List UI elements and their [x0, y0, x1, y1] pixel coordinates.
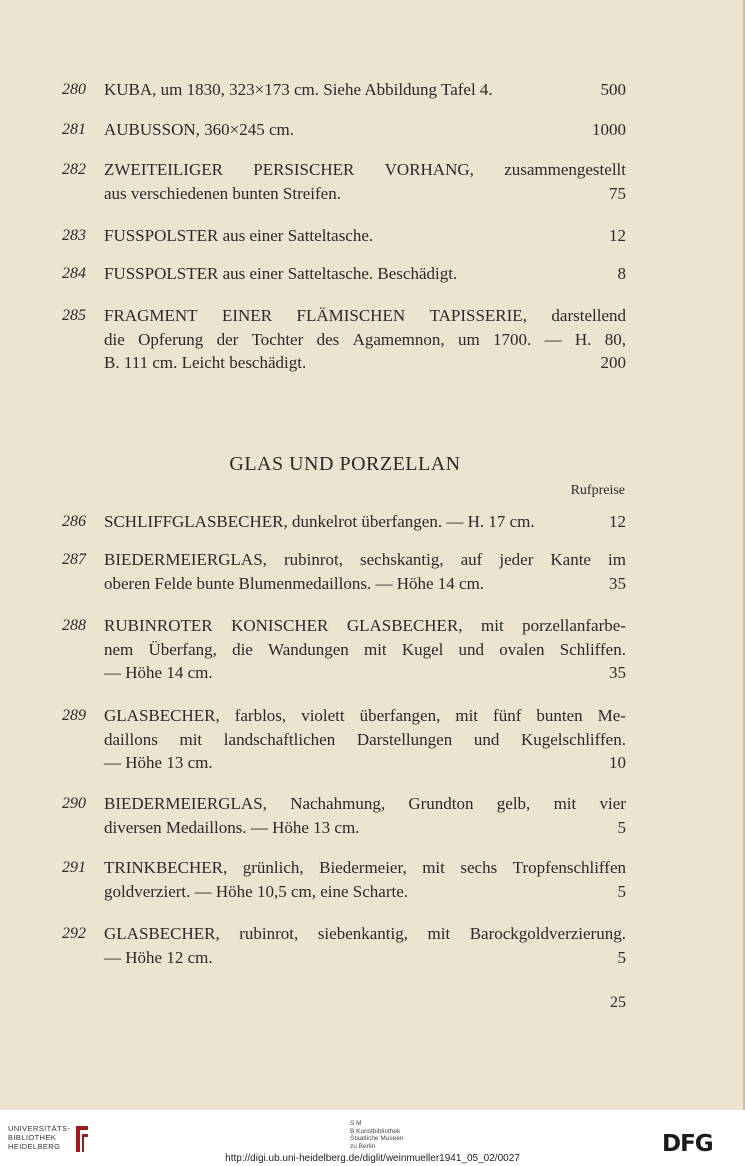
word: mit	[179, 729, 203, 749]
reserve-price: 8	[617, 264, 626, 283]
word: FRAGMENT	[104, 306, 198, 325]
word: Tropfenschliffen	[512, 858, 626, 877]
word: Grundton	[408, 794, 474, 813]
word: grünlich,	[242, 858, 304, 877]
reserve-price: 75	[609, 183, 626, 203]
word: die	[232, 639, 253, 659]
description-text	[104, 922, 626, 946]
word: TAPISSERIE,	[429, 306, 527, 325]
reserve-price: 5	[617, 881, 626, 901]
word: Opferung	[138, 329, 204, 349]
word: rubinrot,	[239, 924, 299, 943]
reserve-price: 200	[600, 353, 626, 372]
word: FLÄMISCHEN	[296, 306, 406, 325]
entry-description	[104, 704, 626, 775]
word: die	[104, 329, 125, 349]
library-name	[8, 1124, 70, 1151]
word: Barockgoldverzierung.	[469, 924, 626, 943]
word: fünf	[493, 706, 522, 725]
description-text: goldverziert. — Höhe 10,5 cm, eine Scharte.	[104, 881, 409, 901]
description-text	[104, 304, 626, 328]
reserve-price: 12	[609, 512, 626, 531]
word: KONISCHER	[231, 616, 329, 635]
description-text	[104, 638, 626, 662]
catalog-entry	[62, 510, 626, 534]
word: vier	[599, 794, 626, 813]
description-line	[104, 661, 626, 685]
word: zusammengestellt	[504, 160, 626, 179]
lot-number: 289	[62, 707, 86, 724]
reserve-price: 12	[609, 226, 626, 245]
description-text: B. 111 cm. Leicht beschädigt.	[104, 353, 307, 372]
description-text	[104, 792, 626, 816]
description-text	[104, 856, 626, 880]
word: bunten	[536, 706, 583, 725]
description-text	[104, 728, 626, 752]
reserve-price: 1000	[592, 120, 626, 139]
description-text: aus verschiedenen bunten Streifen.	[104, 183, 341, 203]
description-text: diversen Medaillons. — Höhe 13 cm.	[104, 817, 360, 837]
word: mit	[363, 639, 387, 659]
description-line	[104, 728, 626, 752]
word: TRINKBECHER,	[104, 858, 228, 877]
word: Biedermeier,	[319, 858, 407, 877]
reserve-price: 500	[600, 80, 626, 99]
description-line	[104, 304, 626, 328]
catalog-entry	[62, 158, 626, 205]
word: RUBINROTER	[104, 616, 213, 635]
description-line	[104, 880, 626, 904]
word: Überfang,	[148, 639, 217, 659]
description-line	[104, 792, 626, 816]
word: des	[316, 329, 340, 349]
svg-text:DFG: DFG	[662, 1131, 713, 1154]
lot-number: 281	[62, 121, 86, 138]
entry-description	[104, 510, 626, 534]
word: GLASBECHER,	[104, 706, 220, 725]
word: auf	[460, 550, 483, 569]
section-title: GLAS UND PORZELLAN	[229, 453, 461, 475]
catalog-entry	[62, 704, 626, 775]
description-text	[104, 158, 626, 182]
word: Tochter	[251, 329, 304, 349]
lot-number: 291	[62, 859, 86, 876]
description-text: — Höhe 12 cm.	[104, 947, 213, 967]
word: Agamemnon,	[352, 329, 445, 349]
word: BIEDERMEIERGLAS,	[104, 794, 267, 813]
description-text	[104, 704, 626, 728]
lot-number: 285	[62, 307, 86, 324]
description-text	[104, 614, 626, 638]
word: violett	[301, 706, 345, 725]
word: der	[216, 329, 239, 349]
word: farblos,	[234, 706, 287, 725]
description-line	[104, 614, 626, 638]
description-line	[104, 78, 626, 102]
word: sechskantig,	[360, 550, 444, 569]
description-line	[104, 158, 626, 182]
word: PERSISCHER	[253, 160, 355, 179]
library-logo-icon	[74, 1124, 90, 1154]
lot-number: 286	[62, 513, 86, 530]
word: Kante	[550, 550, 591, 569]
description-line	[104, 328, 626, 352]
word: mit	[481, 616, 504, 635]
entry-description	[104, 78, 626, 102]
catalog-entry	[62, 922, 626, 969]
word: landschaftlichen	[223, 729, 336, 749]
reserve-price: 10	[609, 753, 626, 772]
library-branding	[8, 1124, 90, 1154]
word: porzellanfarbe-	[522, 616, 626, 635]
lot-number: 292	[62, 925, 86, 942]
description-line	[104, 638, 626, 662]
description-text: AUBUSSON, 360×245 cm.	[104, 120, 294, 139]
description-line	[104, 118, 626, 142]
word: um	[457, 329, 480, 349]
word: mit	[427, 924, 451, 943]
museum-stamp	[350, 1120, 403, 1150]
catalog-entry	[62, 548, 626, 595]
catalog-entry	[62, 78, 626, 102]
description-line	[104, 548, 626, 572]
word: —	[544, 329, 562, 349]
entry-description	[104, 792, 626, 839]
description-text: FUSSPOLSTER aus einer Satteltasche. Beschädigt.	[104, 264, 458, 283]
description-line	[104, 751, 626, 775]
word: EINER	[221, 306, 273, 325]
page-number: 25	[610, 994, 626, 1011]
price-column-header: Rufpreise	[570, 483, 625, 498]
description-line	[104, 704, 626, 728]
lot-number: 288	[62, 617, 86, 634]
description-line	[104, 182, 626, 206]
word: Darstellungen	[356, 729, 453, 749]
description-text: oberen Felde bunte Blumenmedaillons. — Höhe 14 cm.	[104, 573, 485, 593]
reserve-price: 5	[617, 817, 626, 837]
word: jeder	[499, 550, 534, 569]
library-name-line: HEIDELBERG	[8, 1142, 61, 1151]
description-text: SCHLIFFGLASBECHER, dunkelrot überfangen. — H. 17 cm.	[104, 512, 535, 531]
catalog-entry	[62, 118, 626, 142]
lot-number: 282	[62, 161, 86, 178]
reserve-price: 5	[617, 947, 626, 967]
word: mit	[455, 706, 479, 725]
description-text	[104, 548, 626, 572]
description-line	[104, 262, 626, 286]
description-text: FUSSPOLSTER aus einer Satteltasche.	[104, 226, 374, 245]
word: sechs	[460, 858, 498, 877]
word: und	[473, 729, 500, 749]
entry-description	[104, 614, 626, 685]
stamp-line: B Kunstbibliothek	[350, 1127, 401, 1135]
description-line	[104, 572, 626, 596]
entry-description	[104, 262, 626, 286]
reserve-price: 35	[609, 663, 626, 682]
description-line	[104, 856, 626, 880]
word: Wandungen	[268, 639, 349, 659]
entry-description	[104, 224, 626, 248]
catalog-entry	[62, 304, 626, 375]
word: nem	[104, 639, 134, 659]
lot-number: 280	[62, 81, 86, 98]
description-text: — Höhe 14 cm.	[104, 663, 213, 682]
lot-number: 283	[62, 227, 86, 244]
description-line	[104, 351, 626, 375]
word: siebenkantig,	[317, 924, 408, 943]
word: Nachahmung,	[290, 794, 386, 813]
catalog-entry	[62, 792, 626, 839]
word: ZWEITEILIGER	[104, 160, 223, 179]
description-line	[104, 510, 626, 534]
lot-number: 290	[62, 795, 86, 812]
word: daillons	[104, 729, 158, 749]
entry-description	[104, 856, 626, 903]
entry-description	[104, 922, 626, 969]
word: GLASBECHER,	[104, 924, 220, 943]
word: mit	[553, 794, 577, 813]
entry-description	[104, 304, 626, 375]
word: 80,	[604, 329, 626, 349]
word: H.	[574, 329, 592, 349]
library-name-line: UNIVERSITÄTS-	[8, 1124, 71, 1133]
description-text	[104, 328, 626, 352]
word: rubinrot,	[283, 550, 343, 569]
entry-description	[104, 548, 626, 595]
description-line	[104, 224, 626, 248]
description-line	[104, 816, 626, 840]
word: im	[608, 550, 626, 569]
word: gelb,	[496, 794, 531, 813]
dfg-logo-icon	[662, 1130, 734, 1154]
library-name-line: BIBLIOTHEK	[8, 1133, 57, 1142]
word: darstellend	[551, 306, 626, 325]
digitization-footer	[0, 1110, 745, 1166]
catalog-entry	[62, 224, 626, 248]
word: ovalen	[499, 639, 545, 659]
description-line	[104, 922, 626, 946]
description-line	[104, 946, 626, 970]
description-text: — Höhe 13 cm.	[104, 753, 213, 772]
word: BIEDERMEIERGLAS,	[104, 550, 267, 569]
catalog-entry	[62, 614, 626, 685]
lot-number: 287	[62, 551, 86, 568]
word: Schliffen.	[559, 639, 626, 659]
word: und	[458, 639, 485, 659]
word: VORHANG,	[384, 160, 474, 179]
description-text: KUBA, um 1830, 323×173 cm. Siehe Abbildung Tafel 4.	[104, 80, 493, 99]
entry-description	[104, 158, 626, 205]
catalog-entry	[62, 262, 626, 286]
word: mit	[422, 858, 445, 877]
stamp-line: S M	[350, 1120, 362, 1127]
entry-description	[104, 118, 626, 142]
word: GLASBECHER,	[346, 616, 463, 635]
lot-number: 284	[62, 265, 86, 282]
catalog-entry	[62, 856, 626, 903]
source-url-link[interactable]: http://digi.ub.uni-heidelberg.de/diglit/weinmueller1941_05_02/0027	[225, 1153, 520, 1164]
word: Kugel	[401, 639, 444, 659]
stamp-line: zu Berlin	[350, 1142, 376, 1150]
stamp-line: Staatliche Museen	[350, 1135, 404, 1142]
word: überfangen,	[359, 706, 441, 725]
word: 1700.	[493, 329, 532, 349]
reserve-price: 35	[609, 573, 626, 593]
word: Me-	[597, 706, 626, 725]
word: Kugelschliffen.	[520, 729, 626, 749]
